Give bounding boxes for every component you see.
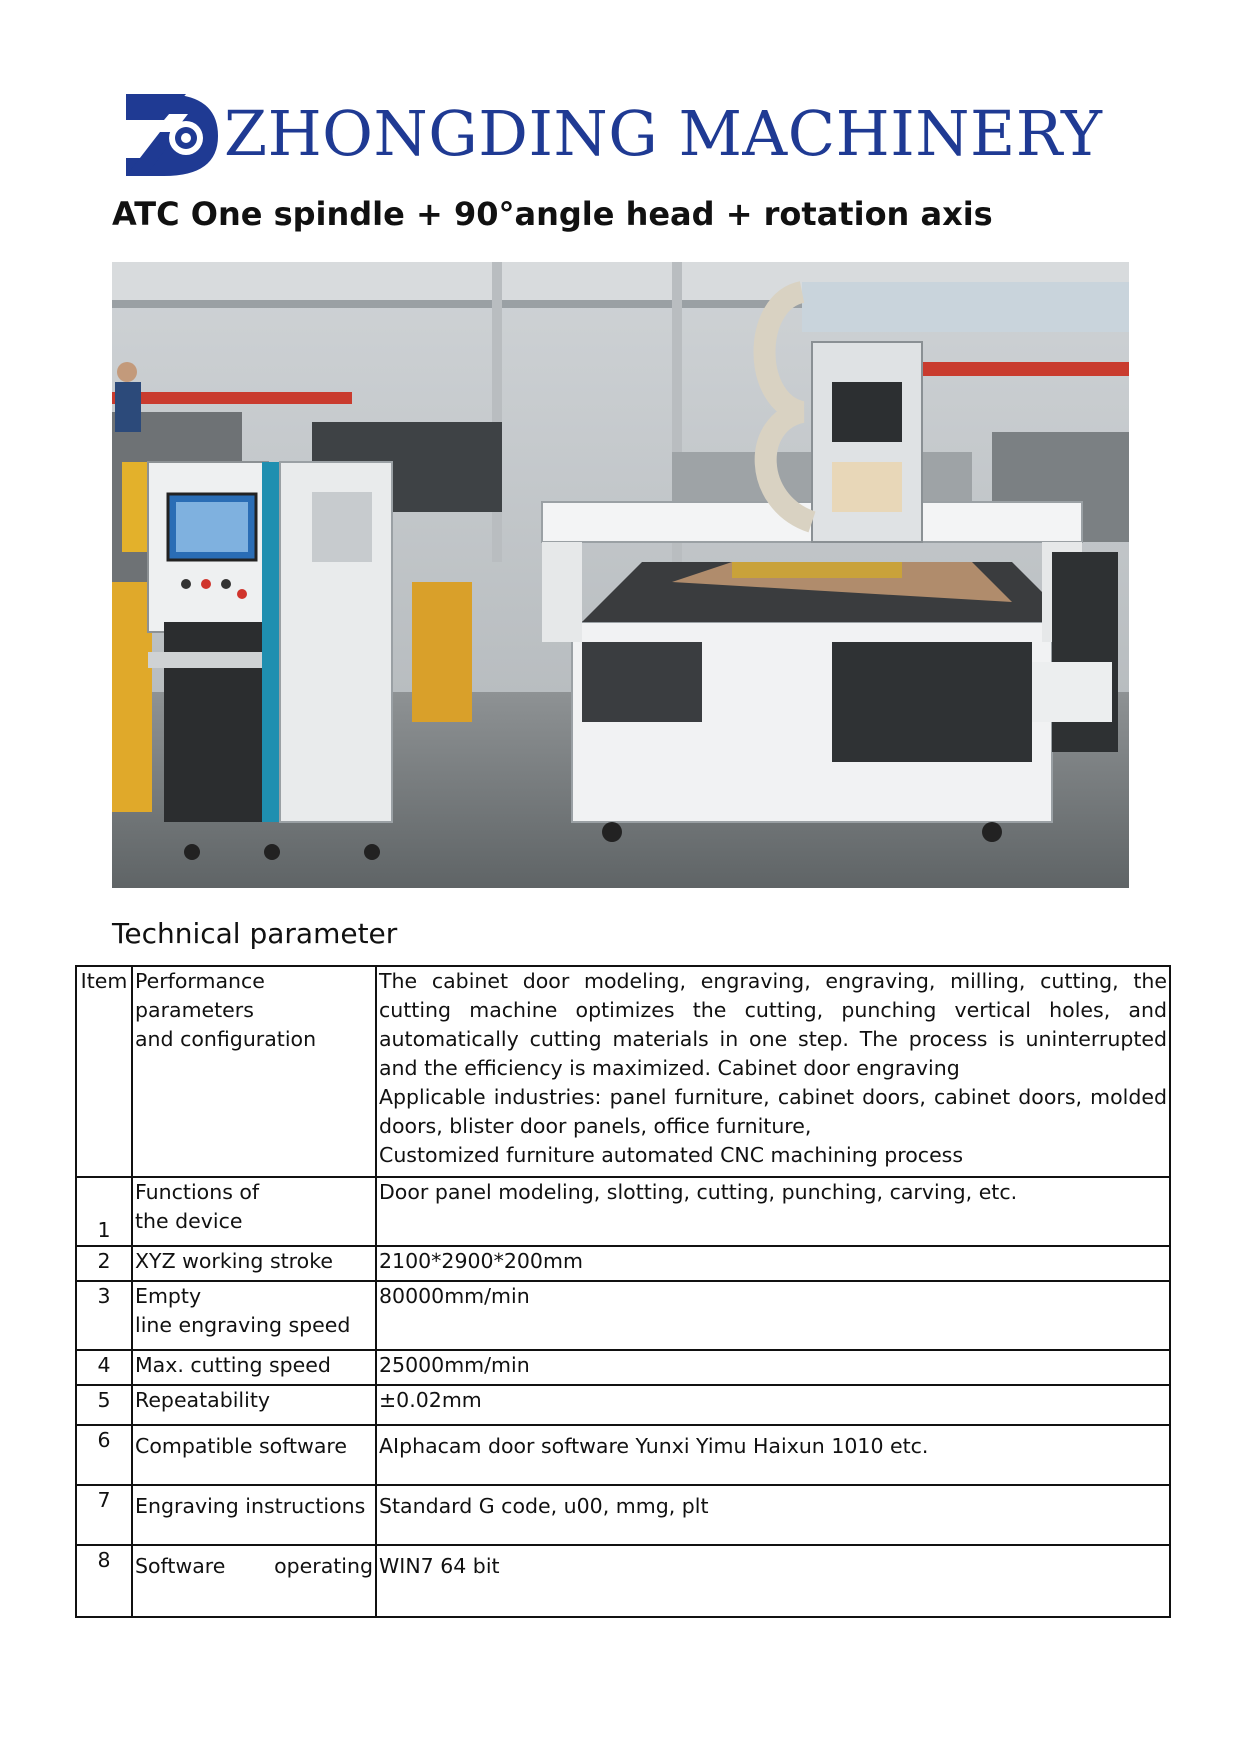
row-parameter: Empty line engraving speed — [132, 1281, 376, 1350]
row-parameter: Max. cutting speed — [132, 1350, 376, 1385]
table-row — [76, 1545, 1170, 1617]
row-value: Standard G code, u00, mmg, plt — [376, 1485, 1170, 1545]
row-number: 4 — [76, 1350, 132, 1385]
row-number: 7 — [76, 1485, 132, 1545]
row-number: 5 — [76, 1385, 132, 1425]
cnc-router-machine-photo — [112, 262, 1129, 888]
row-value: AIphacam door software Yunxi Yimu Haixun 1010 etc. — [376, 1425, 1170, 1485]
table-row — [76, 1425, 1170, 1485]
table-row — [76, 1350, 1170, 1385]
table-row — [76, 1246, 1170, 1281]
parameter-header: Performance parameters and configuration — [132, 966, 376, 1177]
table-row — [76, 1281, 1170, 1350]
row-number: 6 — [76, 1425, 132, 1485]
description-header: The cabinet door modeling, engraving, engraving, milling, cutting, the cutting machine optimizes the cutting, punching vertical holes, and automatically cutting materials in one step. The process is uninterrupted and the efficiency is maximized. Cabinet door engraving Applicable industries: panel furniture, cabinet doors, cabinet doors, molded doors, blister door panels, office furniture, Customized furniture automated CNC machining process — [376, 966, 1170, 1177]
row-parameter: Engraving instructions — [132, 1485, 376, 1545]
row-value: 2100*2900*200mm — [376, 1246, 1170, 1281]
row-value: 80000mm/min — [376, 1281, 1170, 1350]
item-header: Item — [76, 966, 132, 1177]
zd-logo-icon — [124, 92, 220, 178]
row-parameter: Software operating — [132, 1545, 376, 1617]
row-value: Door panel modeling, slotting, cutting, punching, carving, etc. — [376, 1177, 1170, 1246]
page-title: ATC One spindle + 90°angle head + rotation axis — [112, 195, 993, 233]
row-number: 1 — [76, 1177, 132, 1246]
section-title: Technical parameter — [112, 917, 398, 950]
table-row — [76, 1385, 1170, 1425]
technical-parameter-table — [75, 965, 1171, 1618]
row-number: 3 — [76, 1281, 132, 1350]
row-parameter: Repeatability — [132, 1385, 376, 1425]
table-row — [76, 1485, 1170, 1545]
row-value: ±0.02mm — [376, 1385, 1170, 1425]
table-row — [76, 1177, 1170, 1246]
row-parameter: Functions of the device — [132, 1177, 376, 1246]
brand-name: ZHONGDING MACHINERY — [224, 97, 1103, 170]
row-number: 2 — [76, 1246, 132, 1281]
row-parameter: XYZ working stroke — [132, 1246, 376, 1281]
row-parameter: Compatible software — [132, 1425, 376, 1485]
row-number: 8 — [76, 1545, 132, 1617]
row-value: WIN7 64 bit — [376, 1545, 1170, 1617]
company-logo — [124, 92, 1114, 184]
table-header-row — [76, 966, 1170, 1177]
row-value: 25000mm/min — [376, 1350, 1170, 1385]
